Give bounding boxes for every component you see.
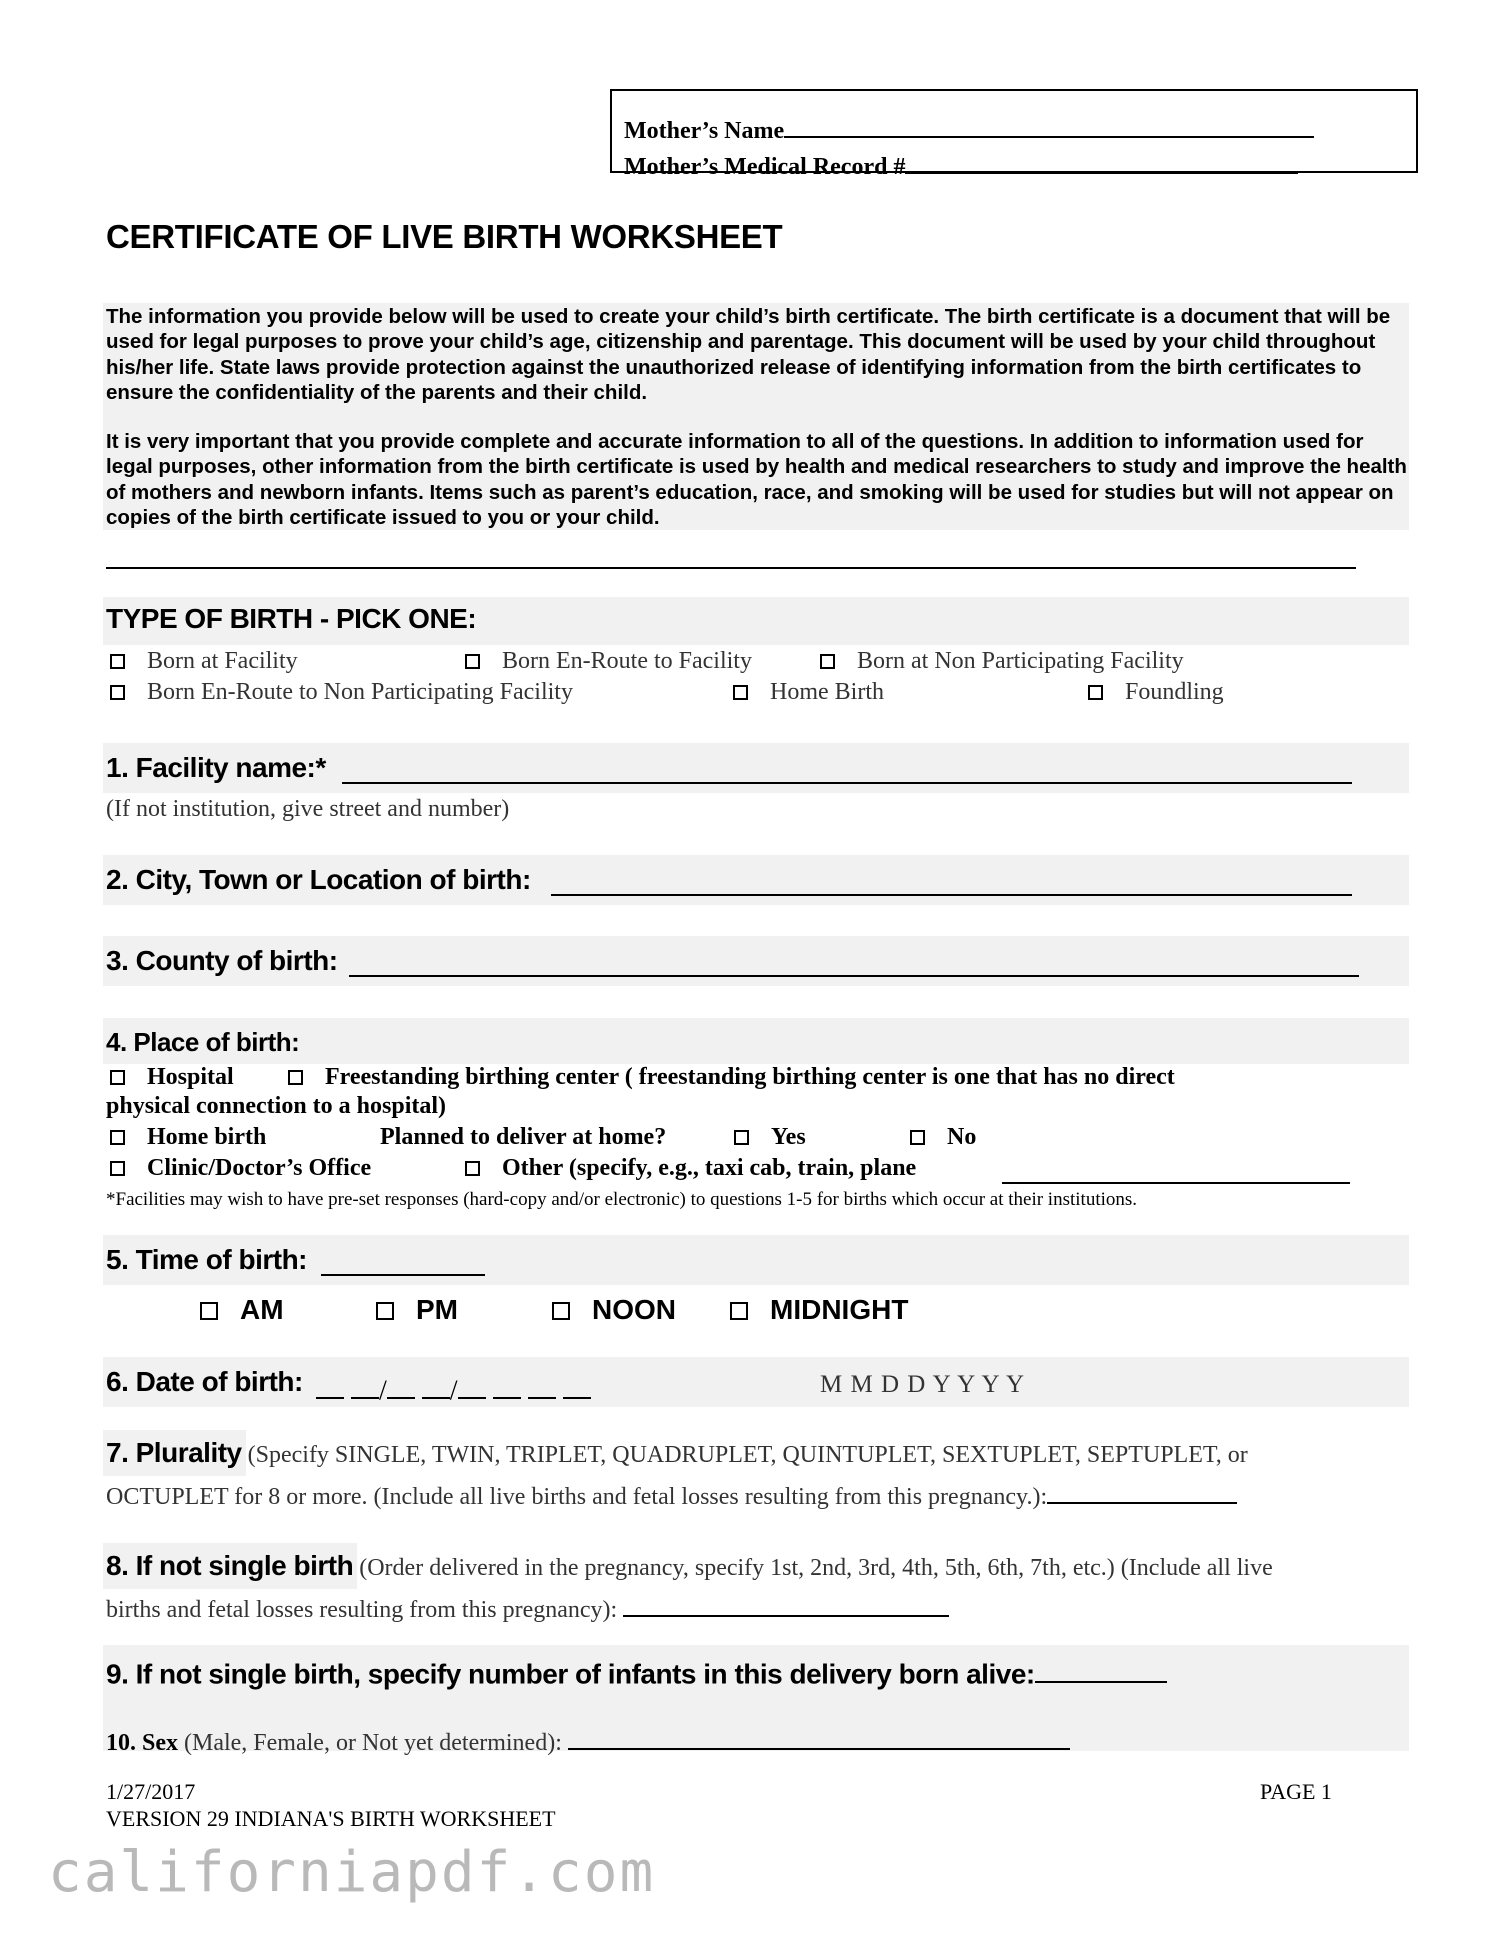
option-foundling[interactable]: Foundling: [1088, 679, 1224, 706]
q7-line-1: 7. Plurality (Specify SINGLE, TWIN, TRIPLET, QUADRUPLET, QUINTUPLET, SEXTUPLET, SEPTUPLET, or: [106, 1437, 1248, 1468]
checkbox[interactable]: [734, 1130, 749, 1145]
footer-page: PAGE 1: [1260, 1779, 1332, 1804]
checkbox[interactable]: [110, 1070, 125, 1085]
facility-name-field[interactable]: [342, 756, 1352, 784]
time-options: [0, 1294, 1510, 1330]
q6-label: 6. Date of birth:: [106, 1366, 303, 1397]
q8-line-2: births and fetal losses resulting from this pregnancy):: [106, 1590, 949, 1624]
year-digit[interactable]: [493, 1368, 521, 1399]
other-specify-field[interactable]: [1002, 1157, 1350, 1184]
option-home-birth[interactable]: Home Birth: [733, 679, 884, 706]
sex-field[interactable]: [568, 1723, 1070, 1750]
q1-label: 1. Facility name:*: [106, 752, 326, 783]
checkbox[interactable]: [730, 1302, 748, 1320]
year-digit[interactable]: [458, 1368, 486, 1399]
checkbox[interactable]: [376, 1302, 394, 1320]
option-home-birth-place[interactable]: Home birth: [110, 1124, 266, 1151]
checkbox[interactable]: [465, 1161, 480, 1176]
mother-info-box: [610, 89, 1418, 181]
county-field[interactable]: [349, 949, 1359, 977]
planned-home-question: Planned to deliver at home?: [380, 1124, 667, 1150]
option-pm[interactable]: PM: [376, 1294, 458, 1326]
checkbox[interactable]: [552, 1302, 570, 1320]
checkbox[interactable]: [110, 1130, 125, 1145]
option-freestanding[interactable]: Freestanding birthing center ( freestanding birthing center is one that has no direct: [288, 1064, 1175, 1091]
option-born-en-route-facility[interactable]: Born En-Route to Facility: [465, 648, 752, 675]
footer-date: 1/27/2017: [106, 1779, 196, 1804]
option-midnight[interactable]: MIDNIGHT: [730, 1294, 908, 1326]
mothers-name-row: [624, 111, 1416, 147]
footer-version: VERSION 29 INDIANA'S BIRTH WORKSHEET: [106, 1806, 556, 1831]
checkbox[interactable]: [110, 685, 125, 700]
checkbox[interactable]: [820, 654, 835, 669]
option-planned-yes[interactable]: Yes: [734, 1124, 806, 1151]
checkbox[interactable]: [465, 654, 480, 669]
freestanding-continued: physical connection to a hospital): [106, 1093, 447, 1119]
q4-label: 4. Place of birth:: [106, 1027, 300, 1057]
option-en-route-non-participating[interactable]: Born En-Route to Non Participating Facility: [110, 679, 573, 706]
date-format-hint: M M D D Y Y Y Y: [820, 1371, 1026, 1398]
intro-paragraph-1: The information you provide below will be used to create your child’s birth certificate. The birth certificate is a document that will be used for legal purposes to prove your child’s age, citizenship and parentage. This document will be used by your child throughout his/her life. State laws provide protection against the unauthorized release of identifying information from the birth certificates to ensure the confidentiality of the parents and their child.: [106, 305, 1391, 404]
option-born-non-participating[interactable]: Born at Non Participating Facility: [820, 648, 1184, 675]
month-digit[interactable]: [351, 1368, 379, 1399]
mothers-record-label: Mother’s Medical Record #: [624, 154, 906, 181]
q3-label: 3. County of birth:: [106, 945, 338, 976]
year-digit[interactable]: [563, 1368, 591, 1399]
checkbox[interactable]: [910, 1130, 925, 1145]
q2-label: 2. City, Town or Location of birth:: [106, 864, 531, 895]
city-location-field[interactable]: [551, 868, 1352, 896]
option-noon[interactable]: NOON: [552, 1294, 676, 1326]
q1-note: (If not institution, give street and number): [106, 796, 510, 822]
q7-line-2: OCTUPLET for 8 or more. (Include all live births and fetal losses resulting from this pregnancy.):: [106, 1477, 1237, 1511]
option-am[interactable]: AM: [200, 1294, 284, 1326]
mothers-record-row: [624, 147, 1416, 183]
date-of-birth-field[interactable]: / /: [316, 1368, 746, 1396]
q9-label: 9. If not single birth, specify number of infants in this delivery born alive:: [106, 1652, 1167, 1690]
intro-text: [103, 303, 1409, 530]
mothers-name-label: Mother’s Name: [624, 118, 785, 145]
page-title: CERTIFICATE OF LIVE BIRTH WORKSHEET: [106, 218, 783, 255]
option-planned-no[interactable]: No: [910, 1124, 976, 1151]
checkbox[interactable]: [110, 654, 125, 669]
intro-paragraph-2: It is very important that you provide complete and accurate information to all of the questions. In addition to information used for legal purposes, other information from the birth certificate is used by health and medical researchers to study and improve the health of mothers and newborn infants. Items such as parent’s education, race, and smoking will be used for studies but will not appear on copies of the birth certificate issued to you or your child.: [106, 430, 1407, 530]
option-born-at-facility[interactable]: Born at Facility: [110, 648, 298, 675]
time-of-birth-field[interactable]: [321, 1248, 485, 1276]
checkbox[interactable]: [288, 1070, 303, 1085]
birth-order-field[interactable]: [623, 1590, 949, 1617]
facilities-footnote: *Facilities may wish to have pre-set responses (hard-copy and/or electronic) to questions 1-5 for births which occur at their institutions.: [106, 1189, 1138, 1210]
type-of-birth-heading: TYPE OF BIRTH - PICK ONE:: [106, 603, 477, 634]
divider: [106, 567, 1356, 569]
checkbox[interactable]: [1088, 685, 1103, 700]
q5-label: 5. Time of birth:: [106, 1244, 307, 1275]
q8-line-1: 8. If not single birth (Order delivered in the pregnancy, specify 1st, 2nd, 3rd, 4th, 5th, 6th, 7th, etc.) (Include all live: [106, 1550, 1273, 1581]
q10-row: 10. Sex (Male, Female, or Not yet determined):: [106, 1723, 1070, 1757]
checkbox[interactable]: [200, 1302, 218, 1320]
mothers-name-field[interactable]: [784, 111, 1314, 138]
day-digit[interactable]: [387, 1368, 415, 1399]
mothers-record-field[interactable]: [905, 147, 1298, 174]
day-digit[interactable]: [422, 1368, 450, 1399]
checkbox[interactable]: [733, 685, 748, 700]
option-hospital[interactable]: Hospital: [110, 1064, 234, 1091]
plurality-field[interactable]: [1047, 1477, 1237, 1504]
checkbox[interactable]: [110, 1161, 125, 1176]
option-other[interactable]: Other (specify, e.g., taxi cab, train, plane: [465, 1155, 916, 1182]
type-of-birth-options: [0, 648, 1510, 718]
month-digit[interactable]: [316, 1368, 344, 1399]
watermark: californiapdf.com: [48, 1840, 656, 1905]
q4-options: [0, 1064, 1510, 1184]
year-digit[interactable]: [528, 1368, 556, 1399]
infants-born-alive-field[interactable]: [1035, 1652, 1167, 1683]
option-clinic[interactable]: Clinic/Doctor’s Office: [110, 1155, 371, 1182]
